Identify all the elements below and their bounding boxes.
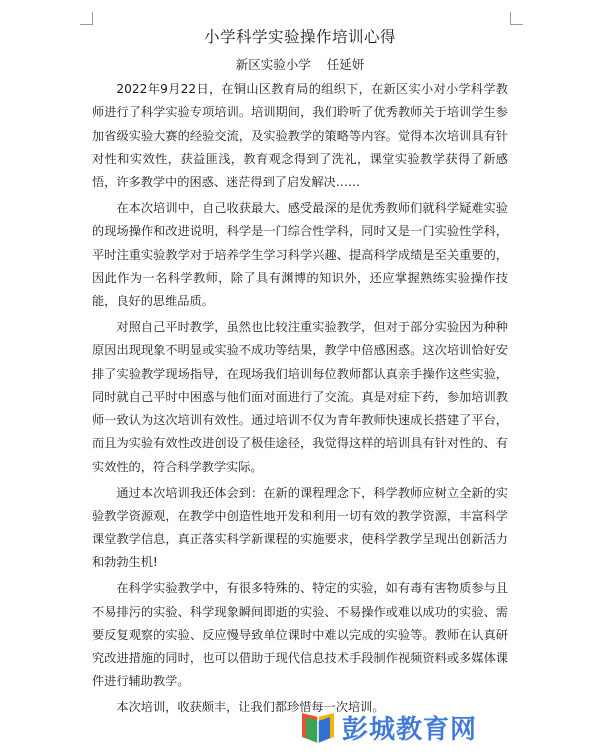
paragraph: 通过本次培训我还体会到：在新的课程理念下，科学教师应树立全新的实验教学资源观，在教学中创造性地开发和利用一切有效的教学资源，丰富科学课堂教学信息，真正落实科学新课程的实施要求，使科学教学呈现出创新活力和勃勃生机!: [92, 485, 508, 570]
paragraph: 在本次培训中，自己收获最大、感受最深的是优秀教师们就科学疑难实验的现场操作和改进说明，科学是一门综合性学科，同时又是一门实验性学科，平时注重实验教学对于培养学生学习科学兴趣、提高科学成绩是至关重要的，因此作为一名科学教师，除了具有渊博的知识外，还应掌握熟练实验操作技能，良好的思维品质。: [92, 200, 508, 309]
byline-school: 新区实验小学: [235, 57, 311, 72]
book-logo-icon: [298, 707, 338, 747]
document-body: [92, 24, 508, 720]
byline: [92, 54, 508, 76]
crop-mark-top-right: [510, 12, 523, 25]
watermark-text: 彭城教育网: [342, 714, 478, 745]
watermark: [298, 704, 598, 750]
document-title: 小学科学实验操作培训心得: [203, 28, 396, 46]
paragraph: 对照自己平时教学，虽然也比较注重实验教学，但对于部分实验因为种种原因出现现象不明显或实验不成功等结果，教学中倍感困惑。这次培训恰好安排了实验教学现场指导，在现场我们培训每位教师都认真亲手操作这些实验，同时就自己平时中困惑与他们面对面进行了交流。真是对症下药，参加培训教师一致认为这次培训有效性。通过培训不仅为青年教师快速成长搭建了平台，而且为实验有效性改进创设了极佳途径，我觉得这样的培训具有针对性的、有实效性的，符合科学教学实际。: [92, 319, 508, 474]
paragraph: 2022年9月22日，在铜山区教育局的组织下，在新区实小对小学科学教师进行了科学实验专项培训。培训期间，我们聆听了优秀教师关于培训学生参加省级实验大赛的经验交流，及实验教学的策略等内容。觉得本次培训具有针对性和实效性，获益匪浅，教育观念得到了洗礼，课堂实验教学获得了新感悟，许多教学中的困惑、迷茫得到了启发解决……: [92, 82, 508, 190]
byline-author: 任延妍: [326, 57, 365, 72]
paragraph: 本次培训，收获颇丰，让我们都珍惜每一次培训。: [116, 700, 385, 715]
paragraph: 在科学实验教学中，有很多特殊的、特定的实验，如有毒有害物质参与且不易排污的实验、科学现象瞬间即逝的实验、不易操作或难以成功的实验、需要反复观察的实验、反应慢导致单位课时中难以完成的实验等。教师在认真研究改进措施的同时，也可以借助于现代信息技术手段制作视频资料或多媒体课件进行辅助教学。: [92, 581, 508, 689]
